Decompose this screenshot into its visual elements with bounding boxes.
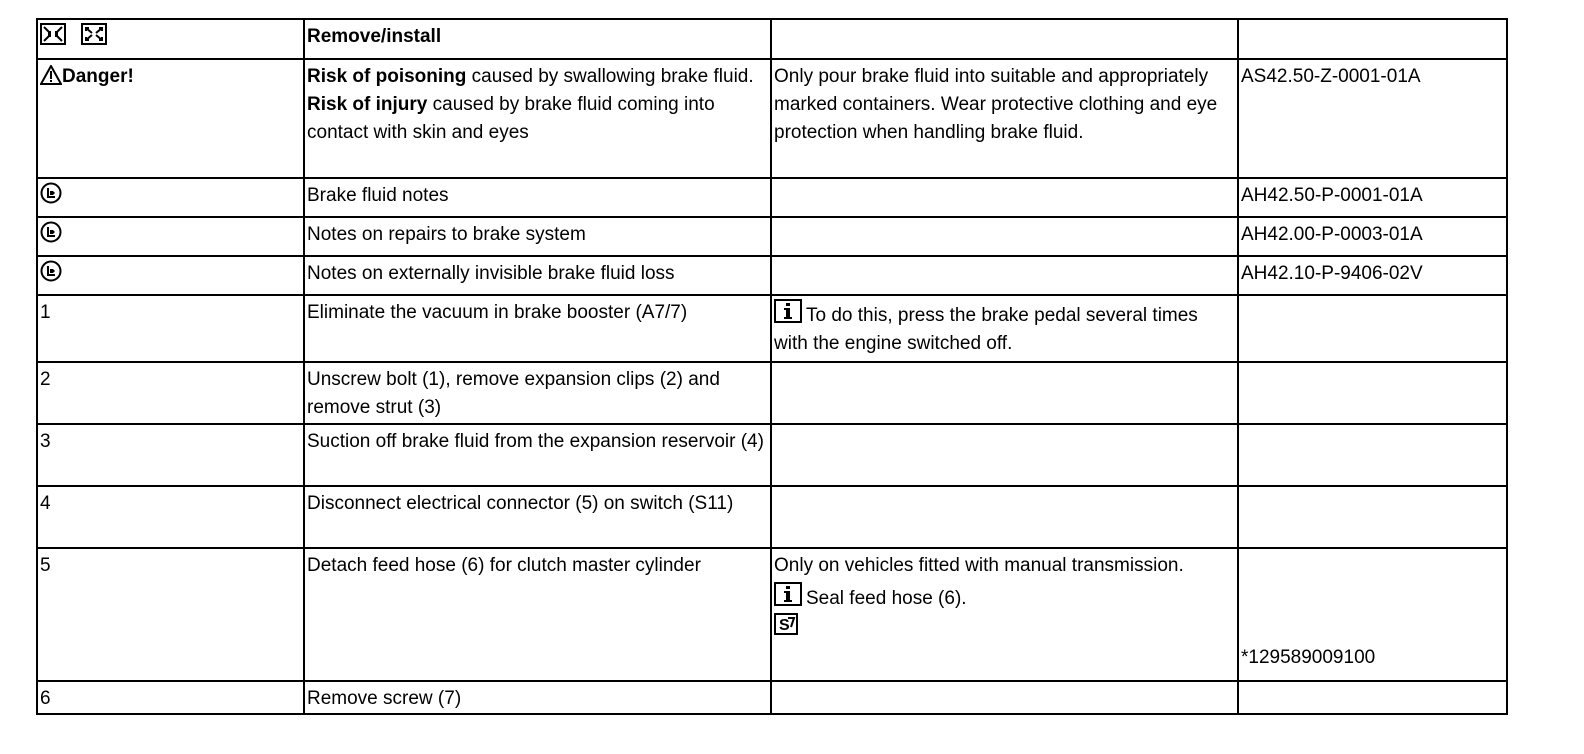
note-reference[interactable]: AH42.10-P-9406-02V [1238, 256, 1507, 295]
step-empty-cell [771, 424, 1238, 486]
tool-line [774, 613, 1234, 641]
step-text: Suction off brake fluid from the expansion reservoir (4) [304, 424, 771, 486]
note-empty-cell [771, 178, 1238, 217]
step-text: Unscrew bolt (1), remove expansion clips (2) and remove strut (3) [304, 362, 771, 424]
step-number: 6 [37, 681, 304, 714]
step-empty-cell [1238, 362, 1507, 424]
note-icon-cell [37, 178, 304, 217]
info-icon [774, 299, 802, 323]
warning-triangle-icon [40, 65, 62, 85]
note-text: Notes on externally invisible brake fluid loss [304, 256, 771, 295]
step-row [37, 548, 1507, 681]
step-number: 1 [37, 295, 304, 362]
special-tool-icon [774, 613, 798, 635]
svg-text:S: S [779, 617, 790, 634]
info-text: To do this, press the brake pedal several times with the engine switched off. [774, 305, 1198, 354]
tool-reference-cell [1238, 548, 1507, 681]
step-remark-cell [771, 548, 1238, 681]
step-empty-cell [1238, 424, 1507, 486]
step-empty-cell [1238, 486, 1507, 548]
header-title: Remove/install [304, 19, 771, 59]
danger-reference: AS42.50-Z-0001-01A [1238, 59, 1507, 178]
step-empty-cell [771, 486, 1238, 548]
note-reference[interactable]: AH42.00-P-0003-01A [1238, 217, 1507, 256]
step-text: Disconnect electrical connector (5) on switch (S11) [304, 486, 771, 548]
step-info-cell [771, 295, 1238, 362]
step-row [37, 486, 1507, 548]
header-row [37, 19, 1507, 59]
info-line [774, 582, 1234, 613]
danger-measure: Only pour brake fluid into suitable and appropriately marked containers. Wear protective clothing and eye protection when handling brake fluid. [771, 59, 1238, 178]
note-icon-cell [37, 217, 304, 256]
step-number: 2 [37, 362, 304, 424]
remark-text: Only on vehicles fitted with manual transmission. [774, 555, 1184, 576]
step-empty-cell [771, 362, 1238, 424]
header-empty-cell [1238, 19, 1507, 59]
step-text: Detach feed hose (6) for clutch master cylinder [304, 548, 771, 681]
note-hand-icon [40, 260, 62, 282]
note-reference[interactable]: AH42.50-P-0001-01A [1238, 178, 1507, 217]
step-row [37, 681, 1507, 714]
step-text: Remove screw (7) [304, 681, 771, 714]
step-text: Eliminate the vacuum in brake booster (A7/7) [304, 295, 771, 362]
remove-icon [40, 23, 66, 45]
note-hand-icon [40, 182, 62, 204]
step-empty-cell [1238, 681, 1507, 714]
info-text: Seal feed hose (6). [806, 588, 967, 609]
note-text: Notes on repairs to brake system [304, 217, 771, 256]
danger-description: Risk of poisoning caused by swallowing brake fluid. Risk of injury caused by brake fluid coming into contact with skin and eyes [304, 59, 771, 178]
install-icon [81, 23, 107, 45]
danger-row [37, 59, 1507, 178]
note-row [37, 256, 1507, 295]
step-row [37, 295, 1507, 362]
note-icon-cell [37, 256, 304, 295]
note-empty-cell [771, 256, 1238, 295]
header-empty-cell [771, 19, 1238, 59]
note-hand-icon [40, 221, 62, 243]
note-text: Brake fluid notes [304, 178, 771, 217]
step-number: 4 [37, 486, 304, 548]
step-empty-cell [1238, 295, 1507, 362]
step-number: 5 [37, 548, 304, 681]
note-row [37, 178, 1507, 217]
danger-label: Danger! [62, 66, 134, 87]
note-empty-cell [771, 217, 1238, 256]
procedure-table [36, 18, 1508, 715]
step-row [37, 362, 1507, 424]
tool-reference[interactable]: *129589009100 [1241, 647, 1376, 668]
info-icon [774, 582, 802, 606]
step-empty-cell [771, 681, 1238, 714]
note-row [37, 217, 1507, 256]
step-row [37, 424, 1507, 486]
step-number: 3 [37, 424, 304, 486]
danger-label-cell [37, 59, 304, 178]
header-icons-cell [37, 19, 304, 59]
